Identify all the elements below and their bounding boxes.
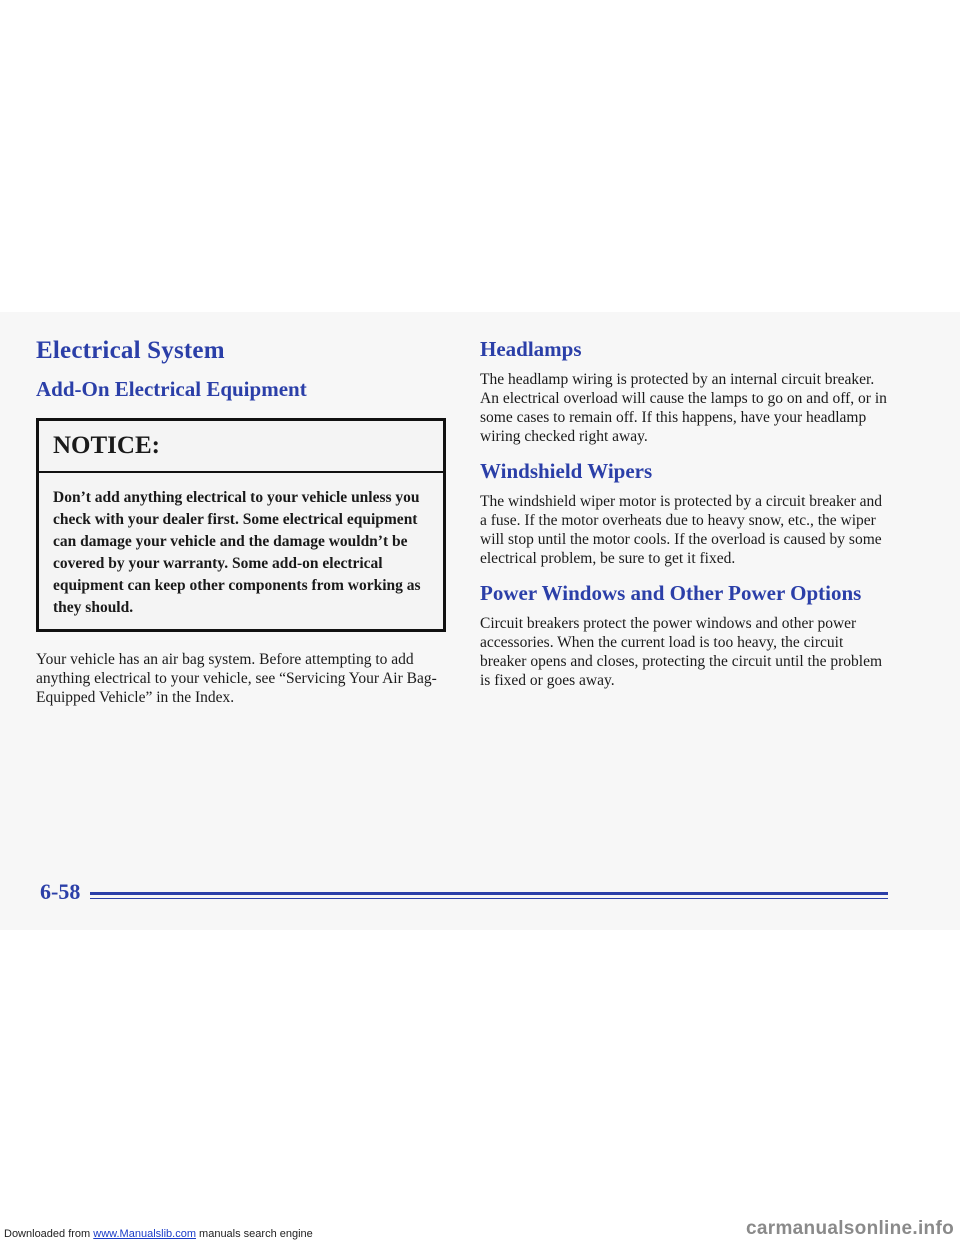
page-number: 6-58 xyxy=(40,879,81,904)
windshield-wipers-text: The windshield wiper motor is protected by a circuit breaker and a fuse. If the motor overheats due to heavy snow, etc., the wiper will stop until the motor cools. If the overload is caused by some electrical problem, be sure to get it fixed. xyxy=(480,493,883,567)
footer-rule-thick xyxy=(90,892,888,895)
watermark: carmanualsonline.info xyxy=(746,1218,954,1239)
page-footer xyxy=(40,880,890,904)
banner-suffix: manuals search engine xyxy=(195,1228,313,1240)
subsection-title: Add-On Electrical Equipment xyxy=(36,377,307,401)
right-column xyxy=(480,336,890,702)
section-title: Electrical System xyxy=(36,337,225,364)
left-column xyxy=(36,336,446,707)
windshield-wipers-heading: Windshield Wipers xyxy=(480,459,653,483)
banner-prefix: Downloaded from xyxy=(4,1228,94,1240)
power-windows-text: Circuit breakers protect the power windows and other power accessories. When the current load is too heavy, the circuit breaker opens and closes, protecting the circuit until the problem is fixed or goes away. xyxy=(480,615,883,689)
notice-box xyxy=(36,418,446,632)
air-bag-paragraph: Your vehicle has an air bag system. Before attempting to add anything electrical to your vehicle, see “Servicing Your Air Bag-Equipped Vehicle” in the Index. xyxy=(36,651,437,706)
download-banner xyxy=(4,1228,313,1240)
headlamps-heading: Headlamps xyxy=(480,337,582,361)
notice-body: Don’t add anything electrical to your vehicle unless you check with your dealer first. Some electrical equipment can damage your vehicle and the damage wouldn’t be covered by your warranty. Some add-on electrical equipment can keep other components from working as they should. xyxy=(53,489,421,616)
notice-heading: NOTICE: xyxy=(39,421,443,473)
power-windows-section xyxy=(480,580,890,690)
manual-page xyxy=(0,312,960,930)
power-windows-heading: Power Windows and Other Power Options xyxy=(480,581,862,605)
headlamps-section xyxy=(480,336,890,446)
windshield-wipers-section xyxy=(480,458,890,568)
manualslib-link[interactable]: www.Manualslib.com xyxy=(93,1228,196,1240)
headlamps-text: The headlamp wiring is protected by an internal circuit breaker. An electrical overload will cause the lamps to go on and off, or in some cases to remain off. If this happens, have your headlamp wiring checked right away. xyxy=(480,371,887,445)
footer-rule-thin xyxy=(90,898,888,899)
